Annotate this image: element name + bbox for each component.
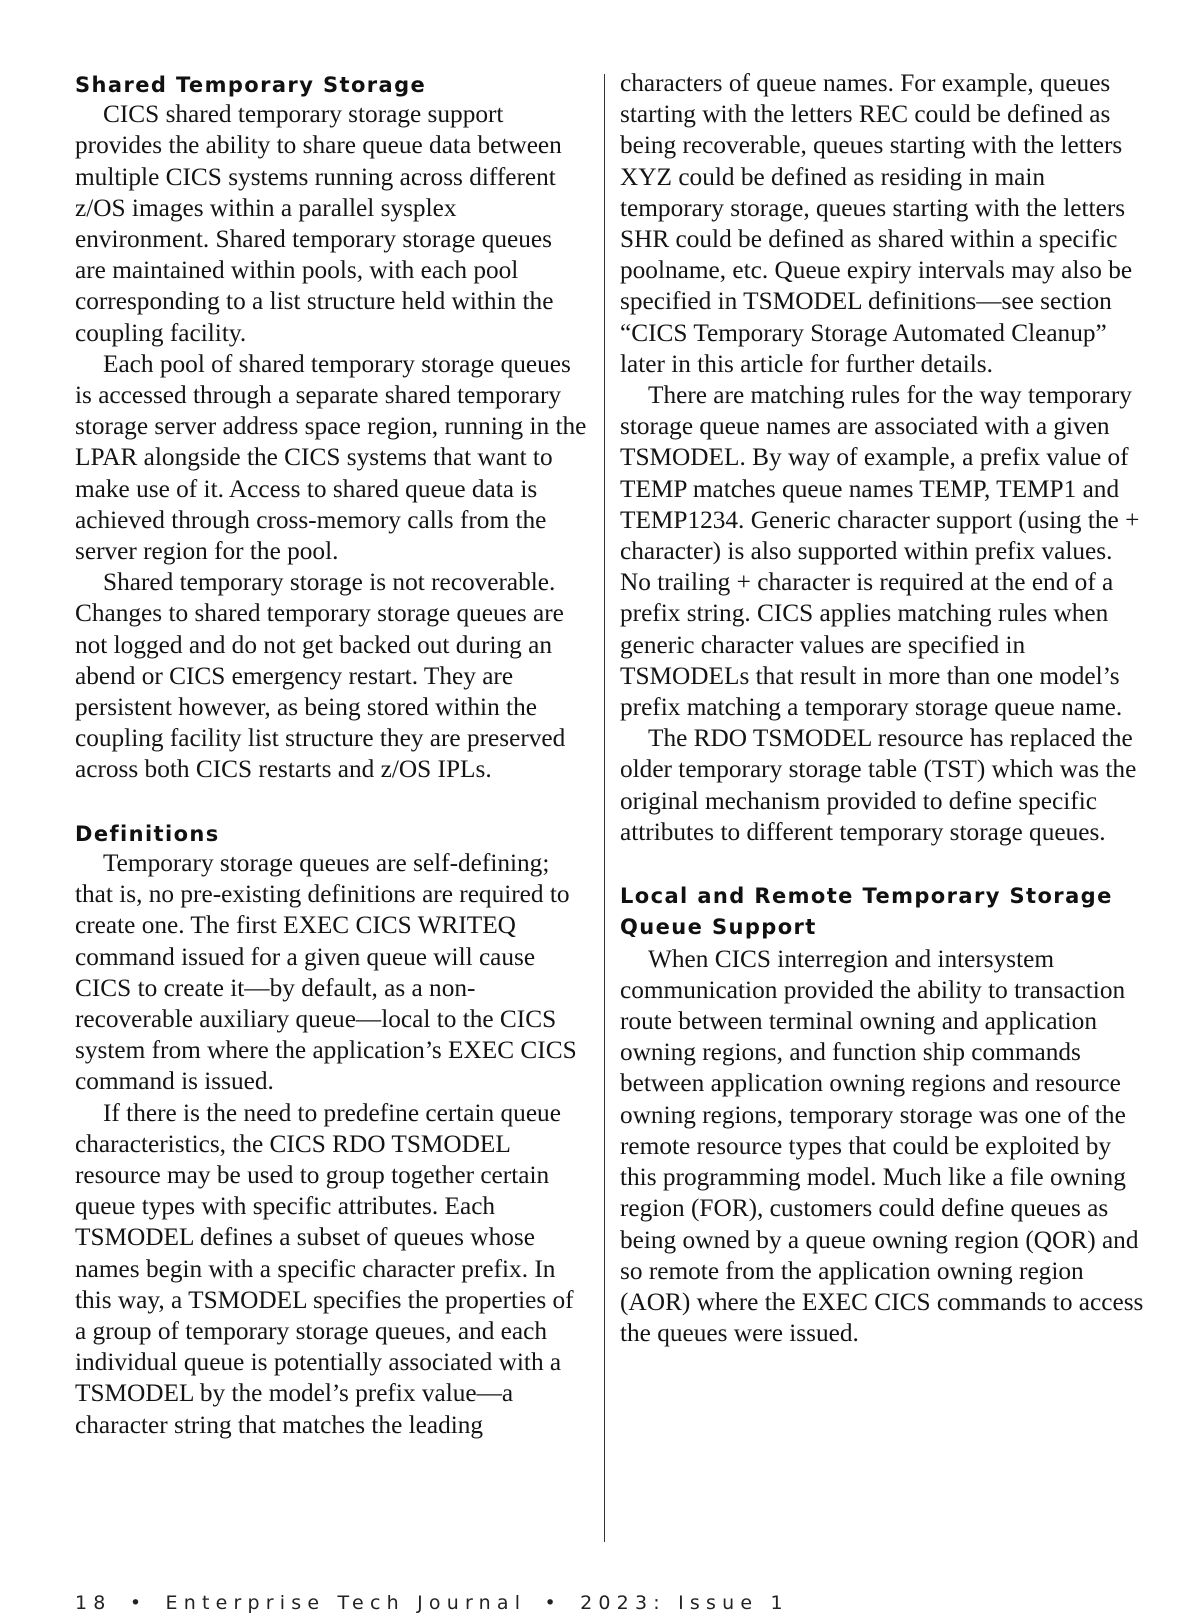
footer-separator: •: [544, 1592, 562, 1614]
paragraph: The RDO TSMODEL resource has replaced the older temporary storage table (TST) which was the original mechanism provided to define specific attributes to different temporary storage queues.: [620, 724, 1137, 846]
paragraph: There are matching rules for the way temporary storage queue names are associated with a given TSMODEL. By way of example, a prefix value of TEMP matches queue names TEMP, TEMP1 and TEMP1234. Generic character support (using the + character) is also supported within prefix values. No trailing + character is required at the end of a prefix string. CICS applies matching rules when generic character values are specified in TSMODELs that result in more than one model’s prefix matching a temporary storage queue name.: [620, 381, 1140, 722]
page-footer: [75, 1592, 789, 1614]
section-gap: [75, 786, 589, 817]
paragraph: If there is the need to predefine certain queue characteristics, the CICS RDO TSMODEL resource may be used to group together certain queue types with specific attributes. Each TSMODEL defines a subset of queues whose names begin with a specific character prefix. In this way, a TSMODEL specifies the properties of a group of temporary storage queues, and each individual queue is potentially associated with a TSMODEL by the model’s prefix value—a character string that matches the leading: [75, 1098, 574, 1439]
footer-separator: •: [129, 1592, 148, 1614]
section-heading-definitions: Definitions: [75, 821, 220, 846]
paragraph: CICS shared temporary storage support provides the ability to share queue data between multiple CICS systems running across different z/OS images within a parallel sysplex environment. Shared temporary storage queues are maintained within pools, with each pool corresponding to a list structure held within the coupling facility.: [75, 100, 562, 347]
paragraph: Each pool of shared temporary storage queues is accessed through a separate shared temporary storage server address space region, running in the LPAR alongside the CICS systems that want to make use of it. Access to shared queue data is achieved through cross-memory calls from the server region for the pool.: [75, 349, 587, 566]
paragraph: When CICS interregion and intersystem communication provided the ability to transaction route between terminal owning and application owning regions, and function ship commands between application owning regions and resource owning regions, temporary storage was one of the remote resource types that could be exploited by this programming model. Much like a file owning region (FOR), customers could define queues as being owned by a queue owning region (QOR) and so remote from the application owning region (AOR) where the EXEC CICS commands to access the queues were issued.: [620, 944, 1144, 1348]
section-heading-local-remote-ts: Local and Remote Temporary Storage Queue Support: [620, 884, 1113, 940]
left-column: [75, 68, 589, 1441]
column-divider: [604, 74, 605, 1542]
section-gap: [620, 848, 1145, 879]
issue-label: 2023: Issue 1: [580, 1592, 789, 1614]
paragraph: Shared temporary storage is not recoverable. Changes to shared temporary storage queues are not logged and do not get backed out during an abend or CICS emergency restart. They are persistent however, as being stored within the coupling facility list structure they are preserved across both CICS restarts and z/OS IPLs.: [75, 568, 566, 784]
publication-name: Enterprise Tech Journal: [165, 1592, 527, 1614]
right-column: [620, 68, 1145, 1349]
continued-paragraph: characters of queue names. For example, queues starting with the letters REC could be defined as being recoverable, queues starting with the letters XYZ could be defined as residing in main temporary storage, queues starting with the letters SHR could be defined as shared within a specific poolname, etc. Queue expiry intervals may also be specified in TSMODEL definitions—see section “CICS Temporary Storage Automated Cleanup” later in this article for further details.: [620, 69, 1133, 378]
page-number: 18: [75, 1592, 112, 1614]
section-heading-shared-temporary-storage: Shared Temporary Storage: [75, 73, 427, 97]
paragraph: Temporary storage queues are self-defining; that is, no pre-existing definitions are required to create one. The first EXEC CICS WRITEQ command issued for a given queue will cause CICS to create it—by default, as a non-recoverable auxiliary queue—local to the CICS system from where the application’s EXEC CICS command is issued.: [75, 849, 577, 1096]
